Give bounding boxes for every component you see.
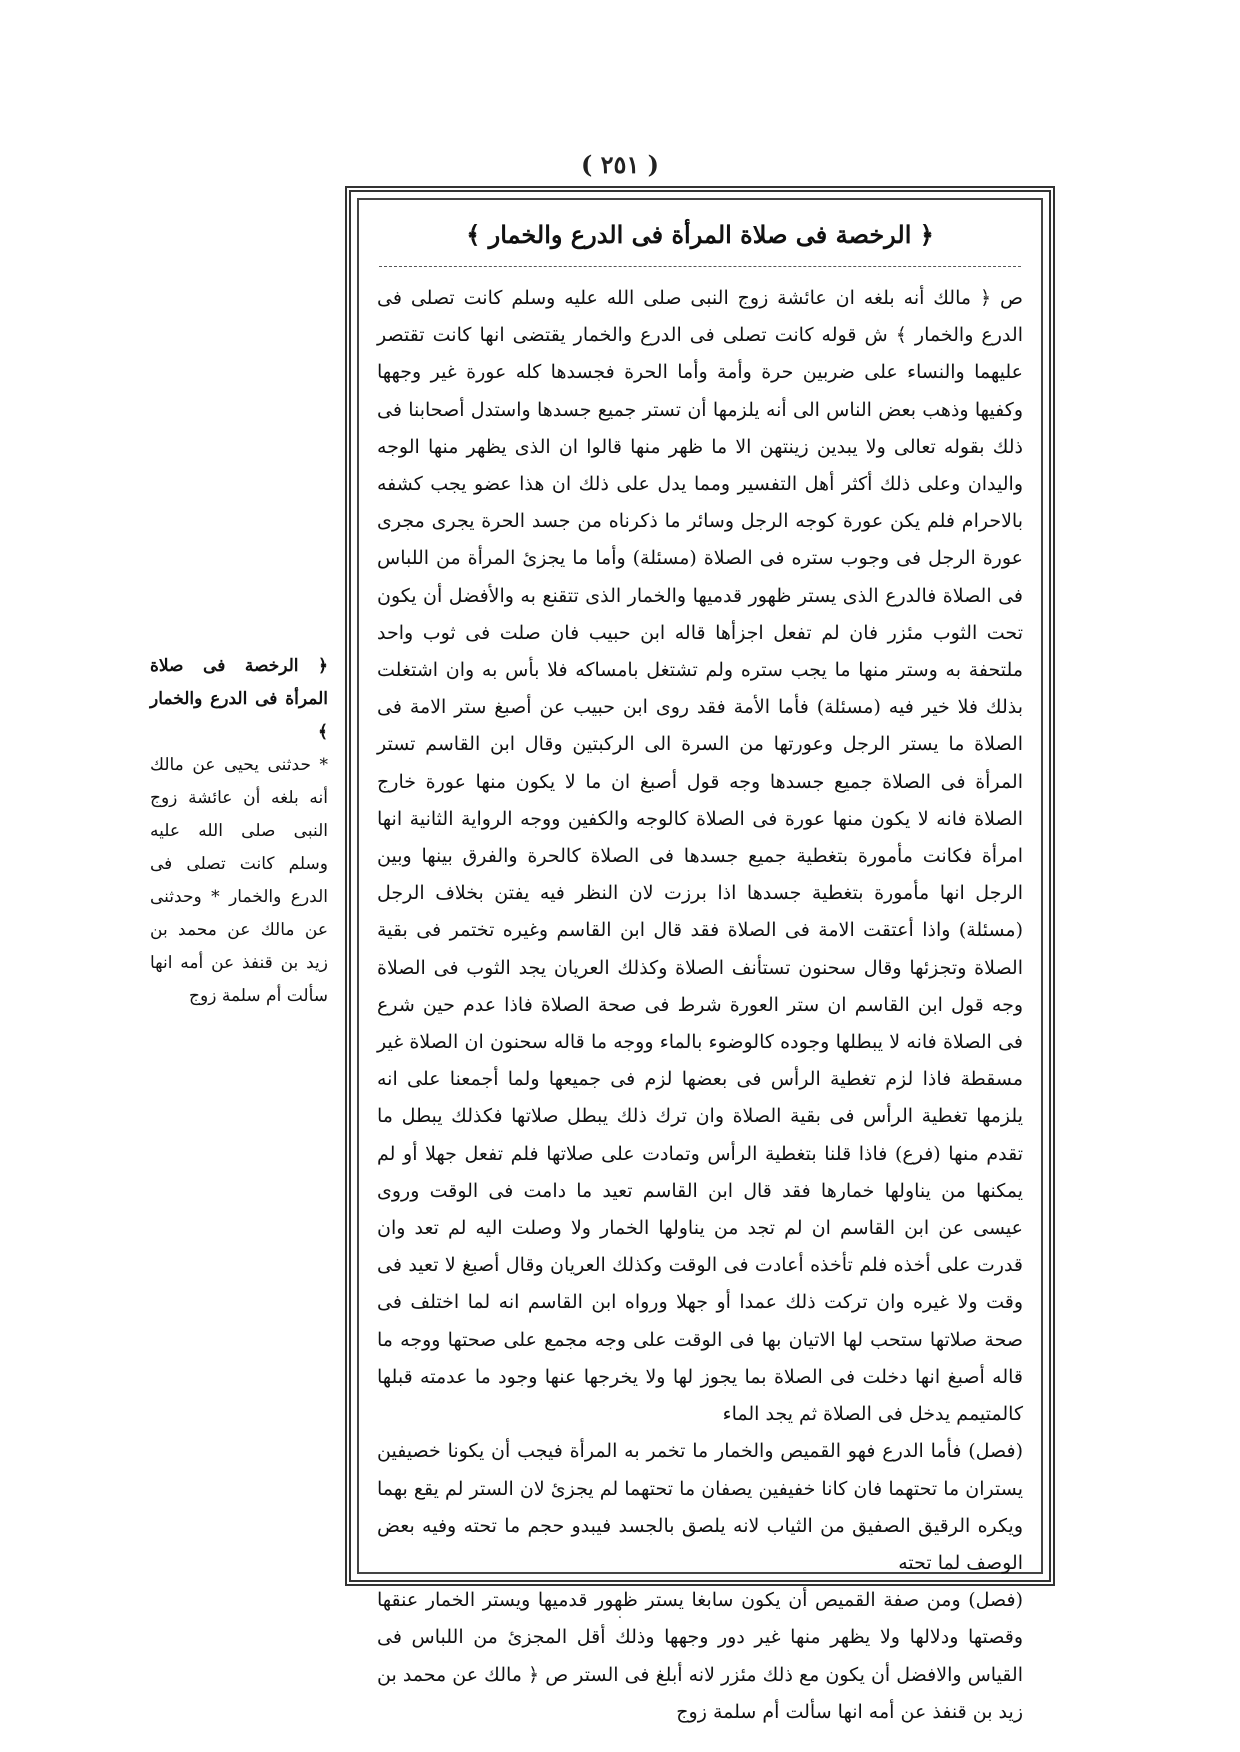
text-frame — [345, 186, 1055, 1723]
margin-note — [150, 650, 328, 1006]
text-frame-inner — [357, 198, 1043, 1723]
margin-note-text: * حدثنى يحيى عن مالك أنه بلغه أن عائشة زوج النبى صلى الله عليه وسلم كانت تصلى فى الدرع والخمار * وحدثنى عن مالك عن محمد بن زيد بن قنفذ عن أمه انها سألت أم سلمة زوج — [150, 755, 328, 1006]
chapter-title: ﴿ الرخصة فى صلاة المرأة فى الدرع والخمار ﴾ — [466, 220, 934, 249]
title-divider — [379, 266, 1021, 267]
paragraph: (فصل) فأما الدرع فهو القميص والخمار ما تخمر به المرأة فيجب أن يكونا خصيفين يستران ما تحتهما فان كانا خفيفين يصفان ما تحتهما لم يجزئ لان الستر لم يقع بهما ويكره الرقيق الصفيق من الثياب لانه يلصق بالجسد فيبدو حجم ما تحته وفيه بعض الوصف لما تحته — [377, 1440, 1023, 1574]
foot-mark: · — [617, 1610, 623, 1626]
paragraph: ص ﴿ مالك أنه بلغه ان عائشة زوج النبى صلى الله عليه وسلم كانت تصلى فى الدرع والخمار ﴾ ش قوله كانت تصلى فى الدرع والخمار يقتضى انها كانت تقتصر عليهما والنساء على ضربين حرة وأمة وأما الحرة فجسدها كله عورة غير وجهها وكفيها وذهب بعض الناس الى أنه يلزمها أن تستر جميع جسدها واستدل أصحابنا فى ذلك بقوله تعالى ولا يبدين زينتهن الا ما ظهر منها قالوا ان الذى يظهر منها الوجه واليدان وعلى ذلك أكثر أهل التفسير ومما يدل على ذلك ان هذا عضو يجب كشفه بالاحرام فلم يكن عورة كوجه الرجل وسائر ما ذكرناه من جسد الحرة يجرى مجرى عورة الرجل فى وجوب ستره فى الصلاة (مسئلة) وأما ما يجزئ المرأة من اللباس فى الصلاة فالدرع الذى يستر ظهور قدميها والخمار الذى تتقنع به والأفضل أن يكون تحت الثوب مئزر فان لم تفعل اجزأها قاله ابن حبيب فان صلت فى ثوب واحد ملتحفة به وستر منها ما يجب ستره ولم تشتغل بامساكه فلا بأس به وان اشتغلت بذلك فلا خير فيه (مسئلة) فأما الأمة فقد روى ابن حبيب عن أصبغ ستر الامة فى الصلاة ما يستر الرجل وعورتها من السرة الى الركبتين وقال ابن القاسم تستر المرأة فى الصلاة جميع جسدها وجه قول أصبغ ان ما لا يكون منها عورة خارج الصلاة فانه لا يكون منها عورة فى الصلاة كالوجه والكفين ووجه الرواية الثانية انها امرأة فكانت مأمورة بتغطية جميع جسدها فى الصلاة كالحرة والفرق بينها وبين الرجل انها مأمورة بتغطية جسدها اذا برزت لان النظر فيه يفتن بخلاف الرجل (مسئلة) واذا أعتقت الامة فى الصلاة فقد قال ابن القاسم وغيره تختمر فى بقية الصلاة وتجزئها وقال سحنون تستأنف الصلاة وكذلك العريان يجد الثوب فى الصلاة وجه قول ابن القاسم ان ستر العورة شرط فى صحة الصلاة فاذا عدم حين شرع فى الصلاة فانه لا يبطلها وجوده كالوضوء بالماء ووجه ما قاله سحنون ان الصلاة غير مسقطة فاذا لزم تغطية الرأس فى بعضها لزم فى جميعها ولما أجمعنا على انه يلزمها تغطية الرأس فى بقية الصلاة وان ترك ذلك يبطل صلاتها فكذلك يبطل ما تقدم منها (فرع) فاذا قلنا بتغطية الرأس وتمادت على صلاتها فلم تفعل جهلا أو لم يمكنها من يناولها خمارها فقد قال ابن القاسم تعيد ما دامت فى الوقت وروى عيسى عن ابن القاسم ان لم تجد من يناولها الخمار ولا وصلت اليه لم تعد وان قدرت على أخذه فلم تأخذه أعادت فى الوقت وكذلك العريان وقال أصبغ لا تعيد فى وقت ولا غيره وان تركت ذلك عمدا أو جهلا ورواه ابن القاسم انه لما اختلف فى صحة صلاتها ستحب لها الاتيان بها فى الوقت على وجه مجمع على صحتها ووجه ما قاله أصبغ انها دخلت فى الصلاة بما يجوز لها ولا يخرجها عنها وجود ما عدمته قبلها كالمتيمم يدخل فى الصلاة ثم يجد الماء — [377, 287, 1023, 1426]
paragraph: (فصل) ومن صفة القميص أن يكون سابغا يستر ظهور قدميها ويستر الخمار عنقها وقصتها ودلالها ولا يظهر منها غير دور وجهها وذلك أقل المجزئ من اللباس فى القياس والافضل أن يكون مع ذلك مئزر لانه أبلغ فى الستر ص ﴿ مالك عن محمد بن زيد بن قنفذ عن أمه انها سألت أم سلمة زوج — [377, 1589, 1023, 1723]
page-number: ( ٢٥١ ) — [580, 150, 660, 179]
body-text — [377, 280, 1023, 1723]
margin-note-title: ﴿ الرخصة فى صلاة المرأة فى الدرع والخمار ﴾ — [150, 656, 328, 742]
